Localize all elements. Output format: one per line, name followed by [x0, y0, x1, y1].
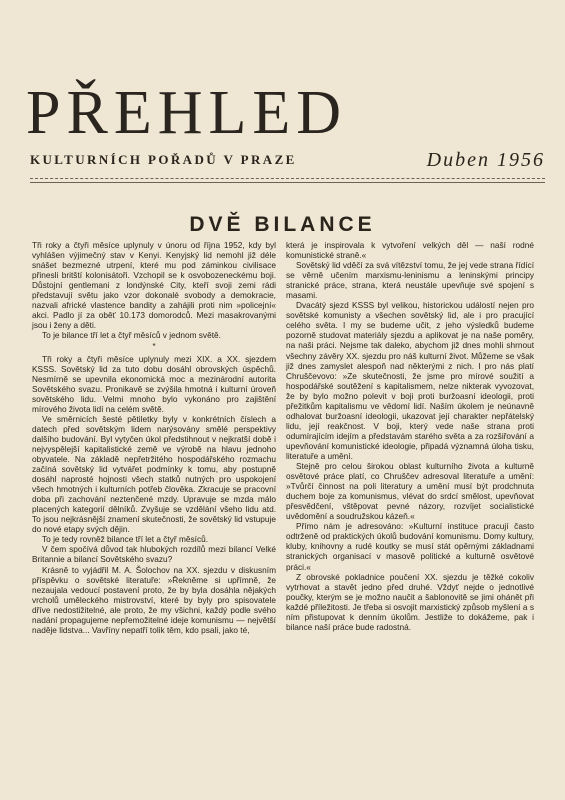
section-separator: *	[152, 342, 156, 352]
paragraph: Tři roky a čtyři měsíce uplynuly v únoru od října 1952, kdy byl vyhlášen výjimečný stav v Kenyi. Kenyjský lid nemohl již déle snášet bezmezné utrpení, které mu pod záminkou civilisace přinesli britští kolonisátoři. Vzchopil se k osvobozeneckému boji. Důstojní gentlemani z londýnské City, kteří svoji zemi rádi představují světu jako vzor dokonalé svobody a demokracie, nazvali africké vlastence bandity a zahájili proti nim »policejní« akci. Padlo jí za oběť 10.173 domorodců. Mezi masakrovanými jsou i ženy a děti.	[32, 240, 276, 331]
article-column-right	[286, 240, 534, 632]
paragraph: Přímo nám je adresováno: »Kulturní instituce pracují často odtrženě od praktických úkolů budování komunismu. Domy kultury, kluby, knihovny a rudé koutky se musí stát opěrnými základnami stranických organisací v masově politické a kulturně osvětové práci.«	[286, 521, 534, 572]
paragraph: Krásně to vyjádřil M. A. Šolochov na XX. sjezdu v diskusním příspěvku o sovětské literatuře: »Řekněme si upřímně, že nezaujala vedoucí postavení proto, že by byla dosáhla nějakých vrcholů uměleckého mistrovství, které by byly pro spisovatele dříve nedostižitelné, ale proto, že my všichni, každý podle svého nadání propagujeme nepřemožitelné ideje komunismu — největší naděje lidstva... Vavříny nepatří tolik těm, kdo psali, jako té,	[32, 564, 276, 635]
paragraph: Tři roky a čtyři měsíce uplynuly mezi XIX. a XX. sjezdem KSSS. Sovětský lid za tuto dobu dosáhl obrovských úspěchů. Nesmírně se upevnila ekonomická moc a mezinárodní autorita Sovětského svazu. Pronikavě se zvýšila hmotná i kulturní úroveň sovětského lidu. Velmi mnoho bylo vykonáno pro zajištění mírového života lidí na celém světě.	[32, 353, 276, 414]
article-title: DVĚ BILANCE	[189, 213, 376, 236]
issue-date: Duben 1956	[426, 149, 545, 171]
masthead-subtitle: KULTURNÍCH POŘADŮ V PRAZE	[30, 152, 297, 167]
paragraph: Dvacátý sjezd KSSS byl velikou, historickou událostí nejen pro sovětské komunisty a všechen sovětský lid, ale i pro pracující celého světa. I my se budeme učit, z jeho výsledků budeme pozorně studovat materiály sjezdu a aplikovat je na naše poměry, na naši práci. Nejsme tak daleko, abychom již dnes mohli shrnout všechny závěry XX. sjezdu pro náš kulturní život. Můžeme se však již dnes zamyslet alespoň nad některými z nich. I pro nás platí Chruščevovo: »Ze skutečnosti, že jsme pro mírové soužití a hospodářské soutěžení s kapitalismem, nelze nikterak vyvozovat, že by bylo možno polevit v boji proti buržoasní ideologii, proti přežitkům kapitalismu ve vědomí lidí. Naším úkolem je neúnavně odhalovat buržoasní ideologii, ukazovat její charakter nepřátelský lidu, její reakčnost. V boji, který vede naše strana proti odumírajícím idejím a představám starého světa a za rozšiřování a upevňování komunistické ideologie, připadá významná úloha tisku, literatuře a umění.	[286, 300, 534, 461]
paragraph: Stejně pro celou širokou oblast kulturního života a kulturně osvětové práce platí, co Chruščev adresoval literatuře a umění: »Tvůrčí činnost na poli literatury a umění musí být prodchnuta duchem boje za komunismus, vlévat do srdcí smělost, upevňovat přesvědčení, vštěpovat pevné názory, rozvíjet socialistické uvědomění a soudružskou kázeň.«	[286, 461, 534, 522]
paragraph: Z obrovské pokladnice poučení XX. sjezdu je těžké cokoliv vytrhovat a stavět jedno před druhé. Vždyť nejde o jednotlivé poučky, kterým se je možno naučit a šablonovitě se jimi ohánět při každé příležitosti. Je třeba si osvojit marxistický způsob myšlení a s ním přistupovat k denním úkolům. Jestliže to dokážeme, pak i bilance naší práce bude radostná.	[286, 571, 534, 632]
masthead-subtitle-row	[30, 151, 545, 171]
paragraph: která je inspirovala k vytvoření velkých děl — naší rodné komunistické straně.«	[286, 240, 534, 261]
paragraph: V čem spočívá důvod tak hlubokých rozdílů mezi bilancí Velké Britannie a bilancí Sovětského svazu?	[32, 544, 276, 565]
paragraph: Sovětský lid vděčí za svá vítězství tomu, že jej vede strana řídící se věrně učením marxismu-leninismu a leninskými principy stranické práce, strana, která neustále upevňuje své spojení s masami.	[286, 260, 534, 301]
paragraph: Ve směrnicích šesté pětiletky byly v konkrétních číslech a datech před sovětským lidem narýsovány smělé perspektivy dalšího budování. Byl vytyčen úkol předstihnout v nejkratší době i nejvyspělejší kapitalistické země ve výrobě na hlavu jednoho obyvatele. Na základě nepřetržitého hospodářského rozmachu začíná sovětský lid vytvářet podmínky k tomu, aby postupně dosáhl naprosté hojnosti všech statků nutných pro uspokojení všech hmotných i kulturních potřeb člověka. Zkracuje se pracovní doba při zachování neztenčené mzdy. Upravuje se mzda málo placených kategorií dělníků. Zvyšuje se vzdělání všeho lidu atd. To jsou nejkrásnější znamení skutečnosti, že sovětský lid vstupuje do nové etapy svých dějin.	[32, 413, 276, 535]
paragraph: To je bilance tří let a čtyř měsíců v jednom světě.	[42, 330, 221, 341]
article-column-left	[32, 240, 276, 635]
paragraph: To je tedy rovněž bilance tří let a čtyř měsíců.	[42, 534, 209, 545]
masthead-title: PŘEHLED	[26, 79, 347, 147]
header-rule-solid	[30, 182, 545, 183]
header-rule-dashed	[30, 178, 545, 179]
